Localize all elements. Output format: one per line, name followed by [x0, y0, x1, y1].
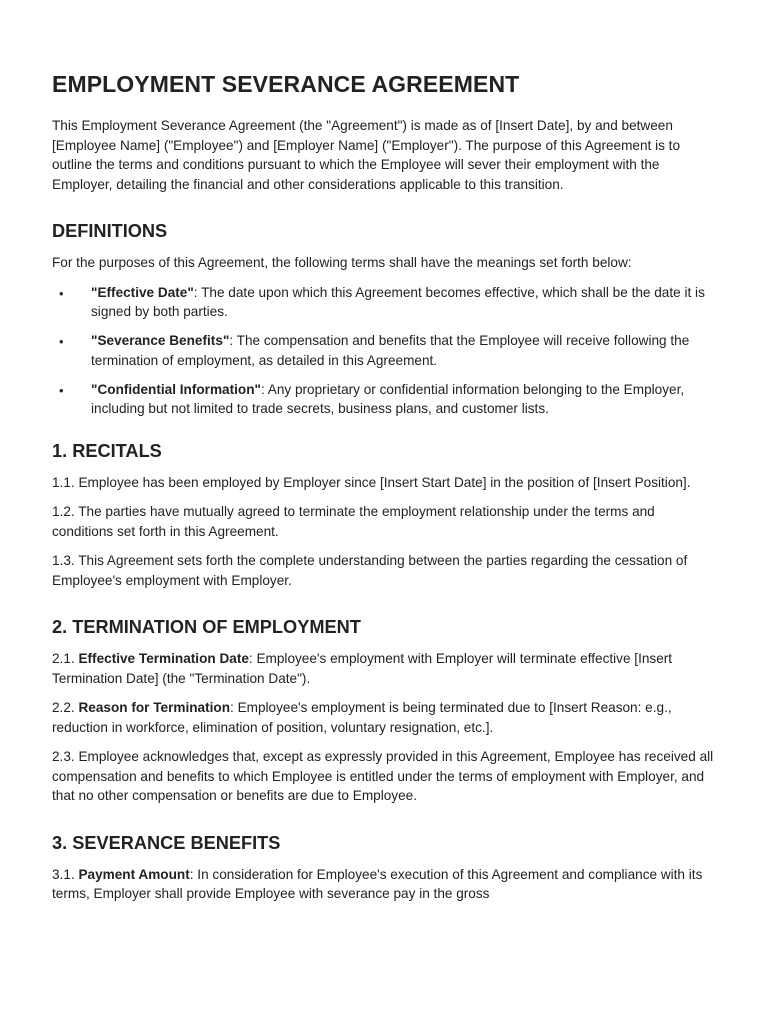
- definitions-list: [52, 283, 718, 419]
- recital-1-3: 1.3. This Agreement sets forth the complete understanding between the parties regarding the cessation of Employee's employment with Employer.: [52, 553, 688, 588]
- termination-heading: 2. TERMINATION OF EMPLOYMENT: [52, 617, 361, 637]
- bullet-icon: •: [59, 334, 64, 349]
- definition-term: "Effective Date": [91, 284, 194, 300]
- definition-item: [52, 283, 718, 322]
- clause-3-1: 3.1. Payment Amount: In consideration for Employee's execution of this Agreement and compliance with its terms, Employer shall provide Employee with severance pay in the gross: [52, 866, 703, 901]
- severance-heading: 3. SEVERANCE BENEFITS: [52, 832, 281, 853]
- definition-item: [52, 331, 718, 370]
- intro-paragraph: This Employment Severance Agreement (the "Agreement") is made as of [Insert Date], by and between [Employee Name] ("Employee") and [Employer Name] ("Employer"). The purpose of this Agreement is to outline the terms and conditions pursuant to which the Employee will sever their employment with the Employer, detailing the financial and other considerations applicable to this transition.: [52, 118, 681, 192]
- definition-term: "Confidential Information": [91, 381, 261, 397]
- recital-1-1: 1.1. Employee has been employed by Employer since [Insert Start Date] in the position of [Insert Position].: [52, 474, 691, 490]
- definition-text: : Any proprietary or confidential information belonging to the Employer, including but not limited to trade secrets, business plans, and customer lists.: [91, 381, 685, 416]
- clause-term: Reason for Termination: [78, 700, 231, 715]
- bullet-icon: •: [59, 285, 64, 301]
- definition-item: [52, 380, 718, 419]
- definition-text: : The date upon which this Agreement becomes effective, which shall be the date it is signed by both parties.: [91, 284, 705, 319]
- bullet-icon: •: [59, 382, 64, 398]
- clause-2-2: 2.2. Reason for Termination: Employee's employment is being terminated due to [Insert Reason: e.g., reduction in workforce, elimination of position, voluntary resignation, etc.].: [52, 700, 672, 735]
- definitions-heading: DEFINITIONS: [52, 221, 168, 241]
- definition-term: "Severance Benefits": [91, 333, 230, 348]
- definition-text: : The compensation and benefits that the Employee will receive following the termination of employment, as detailed in this Agreement.: [91, 333, 690, 368]
- definitions-lead: For the purposes of this Agreement, the following terms shall have the meanings set forth below:: [52, 255, 632, 270]
- clause-2-3: 2.3. Employee acknowledges that, except as expressly provided in this Agreement, Employee has received all compensation and benefits to which Employee is entitled under the terms of employment with Employer, and that no other compensation or benefits are due to Employee.: [52, 749, 714, 803]
- recitals-heading: 1. RECITALS: [52, 440, 162, 461]
- clause-term: Payment Amount: [78, 866, 190, 882]
- recital-1-2: 1.2. The parties have mutually agreed to terminate the employment relationship under the terms and conditions set forth in this Agreement.: [52, 504, 655, 539]
- clause-2-1: 2.1. Effective Termination Date: Employee's employment with Employer will terminate effective [Insert Termination Date] (the "Termination Date").: [52, 651, 673, 686]
- document-title: EMPLOYMENT SEVERANCE AGREEMENT: [52, 71, 520, 97]
- clause-term: Effective Termination Date: [78, 651, 249, 666]
